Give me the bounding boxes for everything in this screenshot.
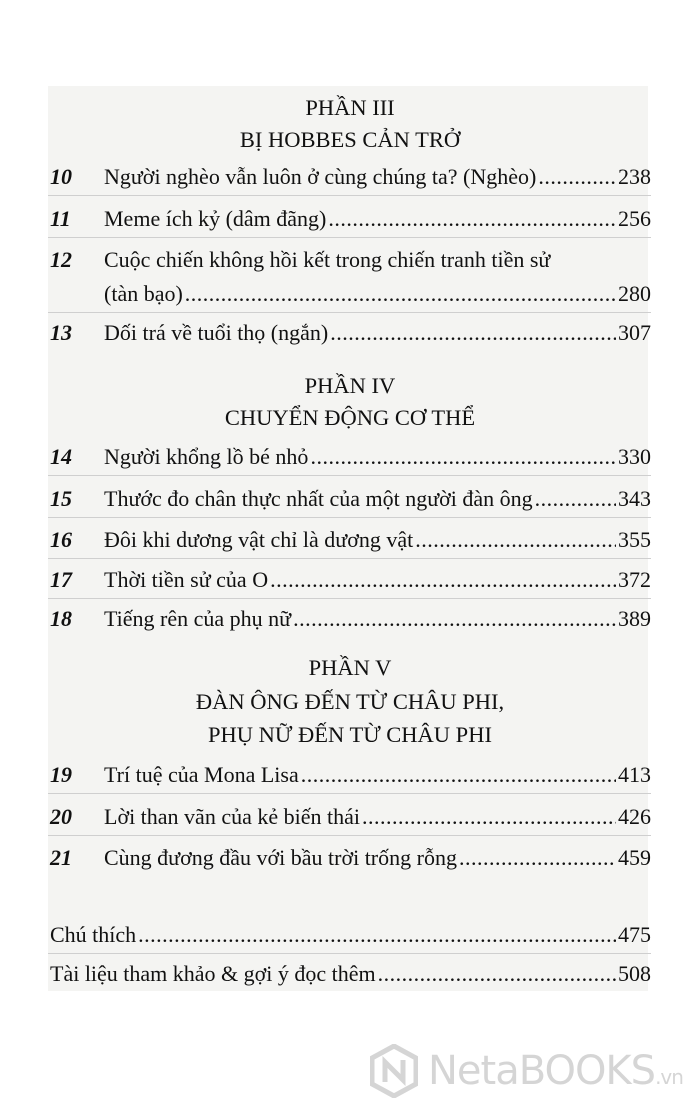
toc-entry-19[interactable] — [48, 758, 651, 792]
page-number: 307 — [618, 320, 651, 345]
chapter-title: Thước đo chân thực nhất của một người đàn ông — [104, 486, 533, 511]
chapter-number: 16 — [50, 527, 72, 552]
dot-leader — [459, 845, 616, 871]
page-number: 459 — [618, 845, 651, 870]
chapter-number: 15 — [50, 486, 72, 511]
dot-leader — [301, 762, 616, 788]
toc-entry-10[interactable] — [48, 160, 651, 194]
toc-entry-18[interactable] — [48, 602, 651, 636]
dot-leader — [270, 567, 616, 593]
back-matter-title: Tài liệu tham khảo & gợi ý đọc thêm — [50, 961, 376, 986]
chapter-title: Tiếng rên của phụ nữ — [104, 606, 292, 631]
watermark-brand: NetaBOOKS.vn — [428, 1048, 683, 1094]
dot-leader — [415, 527, 616, 553]
divider — [48, 195, 651, 196]
divider — [48, 237, 651, 238]
divider — [48, 835, 651, 836]
page-number: 426 — [618, 804, 651, 829]
dot-leader — [538, 164, 616, 190]
toc-entry-12[interactable] — [48, 243, 651, 277]
chapter-title: Người khổng lồ bé nhỏ — [104, 444, 309, 469]
divider — [48, 953, 651, 954]
chapter-title: Cuộc chiến không hồi kết trong chiến tranh tiền sử — [104, 247, 551, 272]
toc-entry-references[interactable] — [48, 957, 651, 991]
toc-entry-notes[interactable] — [48, 918, 651, 952]
page-number: 256 — [618, 206, 651, 231]
dot-leader — [378, 961, 616, 987]
chapter-number: 14 — [50, 444, 72, 469]
chapter-number: 13 — [50, 320, 72, 345]
chapter-number: 17 — [50, 567, 72, 592]
divider — [48, 558, 651, 559]
divider — [48, 793, 651, 794]
dot-leader — [293, 606, 616, 632]
page-number: 355 — [618, 527, 651, 552]
chapter-title: Lời than vãn của kẻ biến thái — [104, 804, 360, 829]
dot-leader — [328, 206, 616, 232]
divider — [48, 475, 651, 476]
part-5-title-line-1: ĐÀN ÔNG ĐẾN TỪ CHÂU PHI, — [195, 689, 505, 714]
part-5-label: PHẦN V — [308, 655, 392, 680]
chapter-title: Dối trá về tuổi thọ (ngắn) — [104, 320, 329, 345]
toc-entry-11[interactable] — [48, 202, 651, 236]
chapter-number: 21 — [50, 845, 72, 870]
netabooks-logo-icon — [370, 1044, 418, 1098]
divider — [48, 312, 651, 313]
part-3-title: BỊ HOBBES CẢN TRỞ — [239, 127, 461, 152]
page-number: 389 — [618, 606, 651, 631]
dot-leader — [138, 922, 616, 948]
toc-entry-20[interactable] — [48, 800, 651, 834]
page-number: 413 — [618, 762, 651, 787]
toc-entry-21[interactable] — [48, 841, 651, 875]
chapter-number: 19 — [50, 762, 72, 787]
page-number: 343 — [618, 486, 651, 511]
chapter-number: 18 — [50, 606, 72, 631]
chapter-title-cont: (tàn bạo) — [104, 281, 183, 306]
dot-leader — [330, 320, 616, 346]
part-3-label: PHẦN III — [305, 95, 395, 120]
toc-entry-16[interactable] — [48, 523, 651, 557]
watermark — [370, 1040, 690, 1106]
dot-leader — [535, 486, 616, 512]
page-number: 330 — [618, 444, 651, 469]
chapter-title: Người nghèo vẫn luôn ở cùng chúng ta? (Nghèo) — [104, 164, 537, 189]
part-5-title-line-2: PHỤ NỮ ĐẾN TỪ CHÂU PHI — [208, 722, 492, 747]
chapter-number: 12 — [50, 247, 72, 272]
page-number: 238 — [618, 164, 651, 189]
part-4-label: PHẦN IV — [304, 373, 396, 398]
chapter-title: Meme ích kỷ (dâm đãng) — [104, 206, 327, 231]
toc-entry-17[interactable] — [48, 563, 651, 597]
page-number: 475 — [618, 922, 651, 947]
dot-leader — [185, 281, 616, 307]
page-number: 372 — [618, 567, 651, 592]
part-4-title: CHUYỂN ĐỘNG CƠ THỂ — [224, 405, 476, 430]
divider — [48, 517, 651, 518]
toc-entry-14[interactable] — [48, 440, 651, 474]
toc-entry-12-cont[interactable] — [48, 277, 651, 311]
chapter-title: Đôi khi dương vật chỉ là dương vật — [104, 527, 414, 552]
divider — [48, 598, 651, 599]
toc-entry-15[interactable] — [48, 482, 651, 516]
back-matter-title: Chú thích — [50, 922, 137, 947]
dot-leader — [362, 804, 616, 830]
chapter-title: Cùng đương đầu với bầu trời trống rỗng — [104, 845, 457, 870]
chapter-title: Trí tuệ của Mona Lisa — [104, 762, 299, 787]
chapter-title: Thời tiền sử của O — [104, 567, 269, 592]
chapter-number: 10 — [50, 164, 72, 189]
toc-entry-13[interactable] — [48, 316, 651, 350]
chapter-number: 11 — [50, 206, 71, 231]
chapter-number: 20 — [50, 804, 72, 829]
dot-leader — [310, 444, 616, 470]
page-number: 280 — [618, 281, 651, 306]
page-number: 508 — [618, 961, 651, 986]
